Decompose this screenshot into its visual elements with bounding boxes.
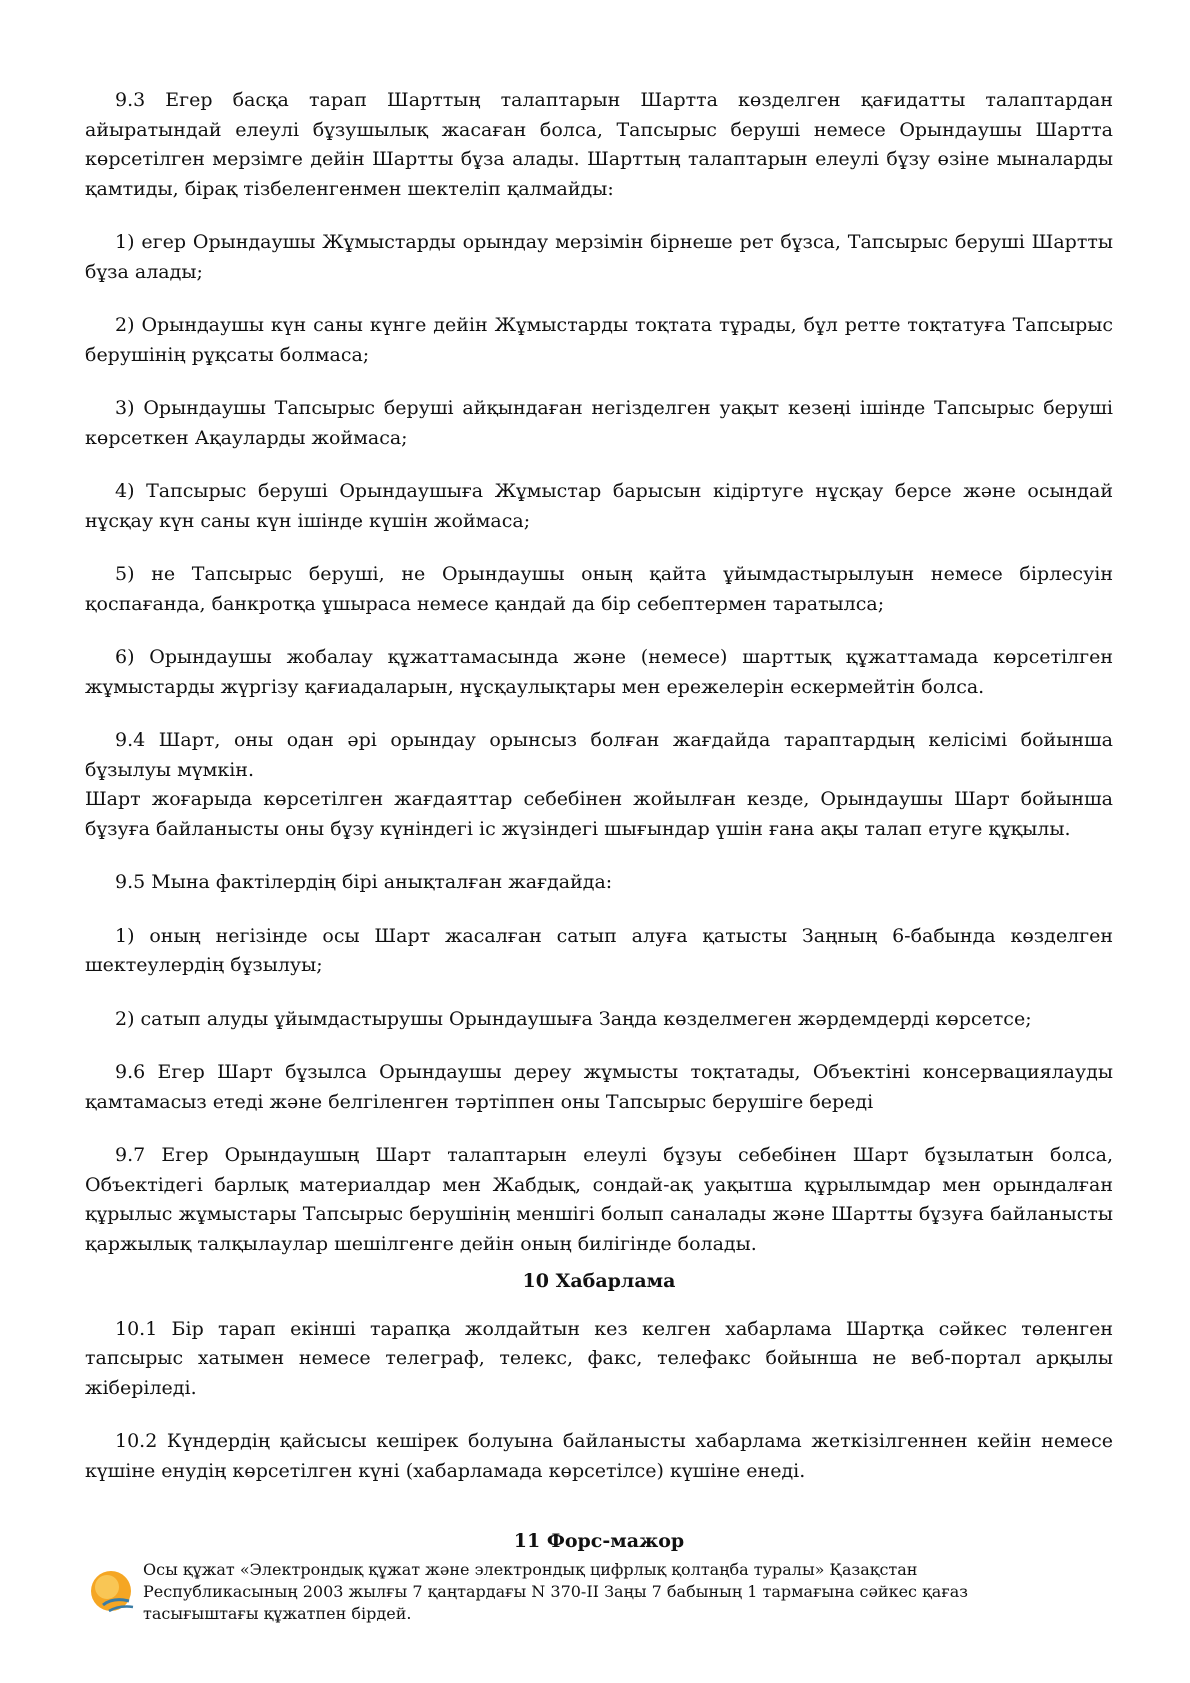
clause-9-3: 9.3 Егер басқа тарап Шарттың талаптарын Шартта көзделген қағидатты талаптардан айыратындай елеулі бұзушылық жасаған болса, Тапсырыс беруші немесе Орындаушы Шартта көрсетілген мерзімге дейін Шартты бұза алады. Шарттың талаптарын елеулі бұзу өзіне мыналарды қамтиды, бірақ тізбеленгенмен шектеліп қалмайды: <box>85 89 1113 200</box>
clause-9-7: 9.7 Егер Орындаушың Шарт талаптарын елеулі бұзуы себебінен Шарт бұзылатын болса, Объектідегі барлық материалдар мен Жабдық, сондай-ақ уақытша құрылымдар мен орындалған құрылыс жұмыстары Тапсырыс берушінің меншігі болып саналады және Шартты бұзуға байланысты қаржылық талқылаулар шешілгенге дейін оның билігінде болады. <box>85 1144 1113 1255</box>
sun-logo-icon <box>89 1567 137 1615</box>
footer-line-2: Республикасының 2003 жылғы 7 қаңтардағы N 370-II Заңы 7 бабының 1 тармағына сәйкес қағаз <box>143 1582 968 1601</box>
clause-10-1: 10.1 Бір тарап екінші тарапқа жолдайтын кез келген хабарлама Шартқа сәйкес төленген тапсырыс хатымен немесе телеграф, телекс, факс, телефакс бойынша не веб-портал арқылы жіберіледі. <box>85 1317 1113 1399</box>
clause-9-3-item-5: 5) не Тапсырыс беруші, не Орындаушы оның қайта ұйымдастырылуын немесе бірлесуін қоспағанда, банкротқа ұшыраса немесе қандай да бір себептермен таратылса; <box>85 563 1113 615</box>
clause-9-5: 9.5 Мына фактілердің бірі анықталған жағдайда: <box>115 871 613 893</box>
section-heading-10: 10 Хабарлама <box>522 1270 676 1292</box>
document-body <box>85 86 1113 1510</box>
clause-9-5-item-2: 2) сатып алуды ұйымдастырушы Орындаушыға Заңда көзделмеген жәрдемдерді көрсетсе; <box>115 1007 1032 1030</box>
footer-line-3: тасығыштағы құжатпен бірдей. <box>143 1604 412 1623</box>
clause-9-3-item-6: 6) Орындаушы жобалау құжаттамасында және (немесе) шарттық құжаттамада көрсетілген жұмыстарды жүргізу қағиадаларын, нұсқаулықтары мен ережелерін ескермейтін болса. <box>85 646 1113 698</box>
clause-9-3-item-4: 4) Тапсырыс беруші Орындаушыға Жұмыстар барысын кідіртуге нұсқау берсе және осындай нұсқау күн саны күн ішінде күшін жоймаса; <box>85 480 1113 532</box>
clause-9-3-item-2: 2) Орындаушы күн саны күнге дейін Жұмыстарды тоқтата тұрады, бұл ретте тоқтатуға Тапсырыс берушінің рұқсаты болмаса; <box>85 314 1113 366</box>
clause-9-4: 9.4 Шарт, оны одан әрі орындау орынсыз болған жағдайда тараптардың келісімі бойынша бұзылуы мүмкін. <box>85 729 1113 781</box>
clause-9-4-continuation: Шарт жоғарыда көрсетілген жағдаяттар себебінен жойылған кезде, Орындаушы Шарт бойынша бұзуға байланысты оны бұзу күніндегі іс жүзіндегі шығындар үшін ғана ақы талап етуге құқылы. <box>85 788 1113 840</box>
footer-legal-note <box>143 1559 1083 1625</box>
clause-9-3-item-3: 3) Орындаушы Тапсырыс беруші айқындаған негізделген уақыт кезеңі ішінде Тапсырыс беруші көрсеткен Ақауларды жоймаса; <box>85 397 1113 449</box>
section-heading-11: 11 Форс-мажор <box>513 1530 685 1552</box>
document-footer <box>85 1530 1113 1665</box>
clause-9-5-item-1: 1) оның негізінде осы Шарт жасалған сатып алуға қатысты Заңның 6-бабында көзделген шектеулердің бұзылуы; <box>85 924 1113 976</box>
clause-9-3-item-1: 1) егер Орындаушы Жұмыстарды орындау мерзімін бірнеше рет бұзса, Тапсырыс беруші Шартты бұза алады; <box>85 231 1113 283</box>
footer-line-1: Осы құжат «Электрондық құжат және электрондық цифрлық қолтаңба туралы» Қазақстан <box>143 1560 918 1579</box>
clause-10-2: 10.2 Күндердің қайсысы кешірек болуына байланысты хабарлама жеткізілгеннен кейін немесе күшіне енудің көрсетілген күні (хабарламада көрсетілсе) күшіне енеді. <box>85 1430 1113 1482</box>
clause-9-6: 9.6 Егер Шарт бұзылса Орындаушы дереу жұмысты тоқтатады, Объектіні консервациялауды қамтамасыз етеді және белгіленген тәртіппен оны Тапсырыс берушіге береді <box>85 1061 1113 1113</box>
